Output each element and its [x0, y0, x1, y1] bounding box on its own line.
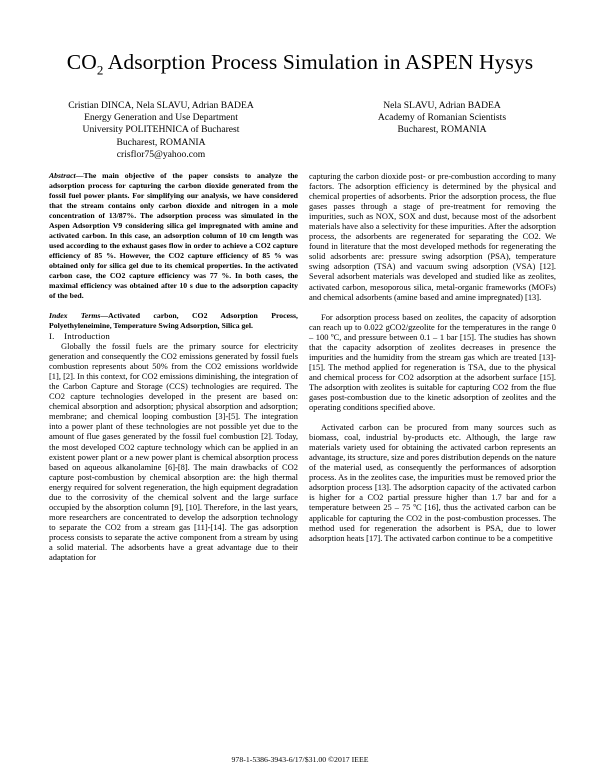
affiliation-line: Bucharest, ROMANIA — [116, 136, 206, 148]
author-names-right: Nela SLAVU, Adrian BADEA — [383, 100, 501, 111]
affiliation-line: Academy of Romanian Scientists — [377, 112, 507, 124]
index-terms: Index Terms—Activated carbon, CO2 Adsorption Process, Polyethyleneimine, Temperature Swing Adsorption, Silica gel. — [49, 311, 298, 330]
paper-title: $CO_2$ Adsorption Process Simulation in ASPEN Hysys — [66, 50, 534, 78]
author-email: crisflor75@yahoo.com — [116, 148, 206, 160]
author-names-left: Cristian DINCA, Nela SLAVU, Adrian BADEA — [68, 100, 254, 111]
copyright-footer: 978-1-5386-3943-6/17/$31.00 ©2017 IEEE — [231, 755, 369, 764]
right-column — [309, 171, 556, 543]
affiliation-line: University POLITEHNICA of Bucharest — [82, 124, 240, 136]
body-paragraph: For adsorption process based on zeolites, the capacity of adsorption can reach up to 0.022 gCO2/gzeolite for the temperatures in the range 0 – 100 ºC, and pressure between 0.1 – 1 bar [15]. The studies has shown that the capacity adsorption of zeolites decreases in presence the impurities and the humidity from the stream gas which are treated [13]-[15]. The method applied for regeneration is TSA, due to the physical and chemical process for CO2 adsorption at the adsorbent surface [15]. The adsorption with zeolites is suitable for capturing CO2 from the flue gases post-combustion due to the kinetic adsorption of zeolites and the operating conditions specified above. — [309, 311, 556, 413]
author-block-left — [58, 100, 264, 161]
body-paragraph: Activated carbon can be procured from many sources such as biomass, coal, industrial by-products etc. Although, the large raw materials variety used for obtaining the activated carbon represents an advantage, its structure, size and pores distribution depends on the nature of the material used, as consequently the performances of adsorption process. As in the zeolites case, the impurities must be removed prior the adsorption process [13]. The adsorption capacity of the activated carbon is higher for a CO2 partial pressure higher than 1.7 bar and for a temperature between 25 – 75 ºC [16], thus the activated carbon can be applicable for capturing the CO2 in the post-combustion processes. The method used for regeneration the adsorbent is PSA, due to lower adsorption heats [17]. The activated carbon continue to be a competitive — [309, 422, 556, 543]
author-block-right — [362, 100, 522, 137]
intro-paragraph: Globally the fossil fuels are the primary source for electricity generation and consequently the CO2 emissions generated by fossil fuels combustion represents about 50% from the CO2 emissions worldwide [1], [2]. In this context, for CO2 emissions diminishing, the integration of the Carbon Capture and Storage (CCS) technologies are required. The CO2 capture technologies developed in the present are based on: chemical absorption and adsorption; physical absorption and adsorption; membrane; and chemical looping combustion [3]-[5]. The integration into a power plant of these technologies are not possible yet due to the amount of flue gases generated by the fossil fuel combustion [2]. Today, the most developed CO2 capture technology which can be applied in an existent power plant or a new power plant is chemical absorption process based on aqueous alkanolamine [6]-[8]. The main drawbacks of CO2 capture post-combustion by chemical absorption are: the high thermal energy required for solvent regeneration, the high equipment degradation due to the corrosivity of the chemical solvent and the large surface occupied by the absorption column [9], [10]. Therefore, in the last years, more researchers are concentrated to develop the adsorption technology to separate the CO2 from a stream gas [11]-[14]. The gas adsorption process consists to separate the active component from a stream by using a solid material. The adsorbents have a great advantage due to their adaptation for — [49, 341, 298, 563]
affiliation-line: Bucharest, ROMANIA — [397, 124, 487, 136]
affiliation-line: Energy Generation and Use Department — [84, 112, 238, 124]
abstract: Abstract—The main objective of the paper consists to analyze the adsorption process for capturing the carbon dioxide generated from the fossil fuel power plants. For simplifying our analysis, we have considered that the stream contains only carbon dioxide and nitrogen in a mole concentration of 13/87%. The adsorption process was simulated in the Aspen Adsorption V9 considering silica gel impregnated with amine and activated carbon. In this case, an adsorption column of 10 cm length was used according to the exhaust gases flow in order to achieve a CO2 capture efficiency of 85 %. However, the CO2 capture efficiency of 85 % was obtained only for silica gel due to its chemical properties. In the activated carbon case, the CO2 capture efficiency was 77 %. In both cases, the maximal efficiency was obtained after 10 s due to the adsorption capacity of the bed. — [49, 171, 298, 300]
section-heading: I. Introduction — [49, 331, 111, 341]
left-column — [49, 171, 298, 562]
body-paragraph: capturing the carbon dioxide post- or pre-combustion according to many factors. The adsorption efficiency is determined by the physical and chemical properties of adsorbents. Prior the adsorption process, the flue gases passes through a stage of pre-treatment for removing the impurities, such as NOX, SOX and dust, because most of the adsorbent materials have also a selectivity for these impurities. After the adsorption process, the adsorbents are regenerated for separating the CO2. We found in literature that the most developed methods for regenerating the solid adsorbents are: pressure swing adsorption (PSA), temperature swing adsorption (TSA) and vacuum swing adsorption (VSA) [12]. Several adsorbent materials was developed and studied like as zeolites, activated carbon, mesoporous silica, metal-organic frameworks (MOFs) and chemical adsorbents (amine based and amine impregnated) [13]. — [309, 171, 556, 302]
